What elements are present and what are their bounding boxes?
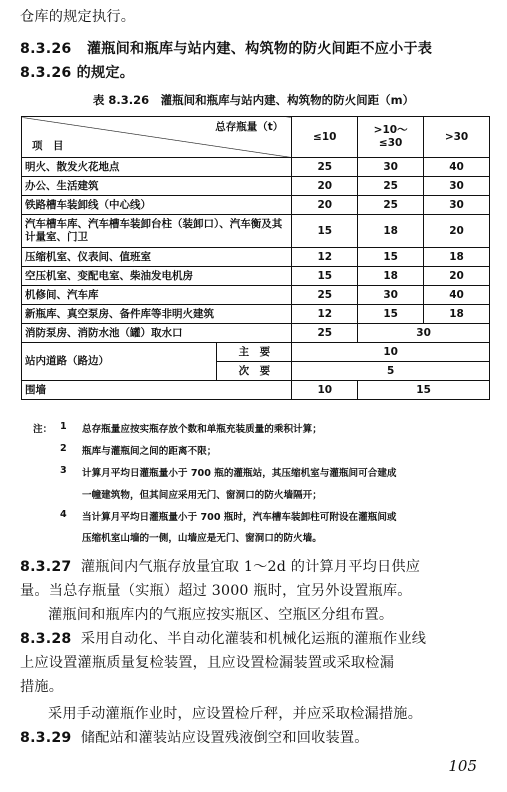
table-row: 铁路槽车装卸线（中心线） 20 25 30 [22,196,490,215]
header-total-storage: 总存瓶量（t） [215,121,284,133]
table-row: 汽车槽车库、汽车槽车装卸台柱（装卸口）、汽车衡及其计量室、门卫 15 18 20 [22,215,490,248]
header-col-2: >10～ ≤30 [358,117,424,158]
clause-text-continued: 上应设置灌瓶质量复检装置，且应设置检漏装置或采取检漏 [20,655,395,671]
table-row: 办公、生活建筑 20 25 30 [22,177,490,196]
clause-text: 采用自动化、半自动化灌装和机械化运瓶的灌瓶作业线 [80,631,427,647]
table-row-road-main: 站内道路（路边） 主 要 10 [22,343,490,362]
table-row: 机修间、汽车库 25 30 40 [22,286,490,305]
note-number: 1 [60,421,67,432]
clause-text-continued: 8.3.26 的规定。 [20,65,135,81]
table-row-road-minor: 次 要 5 [22,362,490,381]
clause-8-3-28 [20,628,426,648]
note-number: 4 [60,509,67,520]
table-row: 空压机室、变配电室、柴油发电机房 15 18 20 [22,267,490,286]
note-number: 2 [60,443,67,454]
table-row-wall: 围墙 10 15 [22,381,490,400]
header-col-1: ≤10 [292,117,358,158]
note-text: 压缩机室山墙的一侧，山墙应是无门、窗洞口的防火墙。 [82,533,322,544]
paragraph: 采用手动灌瓶作业时，应设置检斤秤，并应采取检漏措施。 [48,706,423,722]
paragraph: 灌瓶间和瓶库内的气瓶应按实瓶区、空瓶区分组布置。 [48,607,394,623]
clause-8-3-29 [20,727,369,747]
clause-number: 8.3.26 [20,41,72,57]
clause-text-continued: 措施。 [20,679,64,695]
clause-number: 8.3.28 [20,631,72,647]
note-number: 3 [60,465,67,476]
note-text: 一幢建筑物，但其间应采用无门、窗洞口的防火墙隔开； [82,490,322,501]
table-row-pump: 消防泵房、消防水池（罐）取水口 25 30 [22,324,490,343]
page-number: 105 [448,757,477,775]
table-caption: 表 8.3.26 灌瓶间和瓶库与站内建、构筑物的防火间距（m） [92,93,415,107]
header-item: 项 目 [32,140,64,152]
table-row: 压缩机室、仪表间、值班室 12 15 18 [22,248,490,267]
table-row: 明火、散发火花地点 25 30 40 [22,158,490,177]
clause-text-continued: 量。当总存瓶量（实瓶）超过 3000 瓶时，宜另外设置瓶库。 [20,583,412,599]
clause-text: 储配站和灌装站应设置残液倒空和回收装置。 [80,730,369,746]
fire-distance-table [21,116,490,400]
header-diagonal-cell [22,117,292,158]
note-text: 当计算月平均日灌瓶量小于 700 瓶时，汽车槽车装卸柱可附设在灌瓶间或 [82,512,397,523]
body-text: 仓库的规定执行。 [20,9,136,25]
note-text: 计算月平均日灌瓶量小于 700 瓶的灌瓶站，其压缩机室与灌瓶间可合建成 [82,468,397,479]
clause-8-3-26 [20,38,432,58]
clause-8-3-27 [20,556,420,576]
note-text: 总存瓶量应按实瓶存放个数和单瓶充装质量的乘积计算； [82,424,322,435]
clause-text: 灌瓶间和瓶库与站内建、构筑物的防火间距不应小于表 [86,41,433,57]
notes-prefix: 注： [33,424,53,435]
note-text: 瓶库与灌瓶间之间的距离不限； [82,446,217,457]
table-header-row [22,117,490,158]
header-col-3: >30 [424,117,490,158]
table-row: 新瓶库、真空泵房、备件库等非明火建筑 12 15 18 [22,305,490,324]
clause-number: 8.3.27 [20,559,72,575]
clause-number: 8.3.29 [20,730,72,746]
clause-text: 灌瓶间内气瓶存放量宜取 1～2d 的计算月平均日供应 [80,559,421,575]
